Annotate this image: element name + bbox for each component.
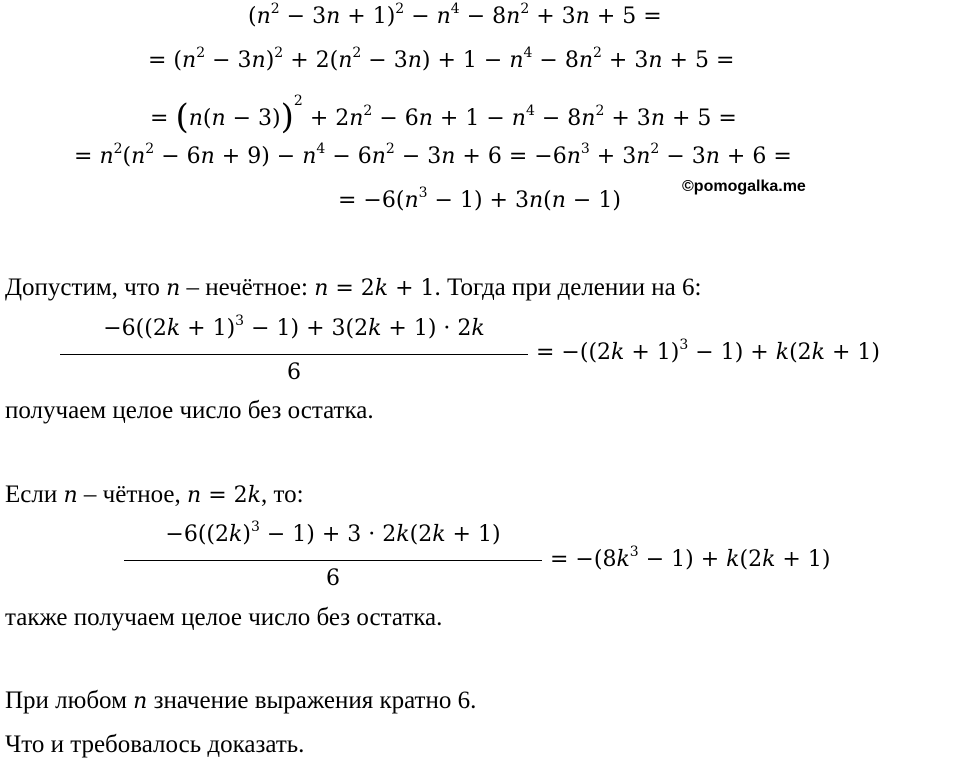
even-intro-formula: n = 2k (187, 483, 261, 508)
even-case-result: = $-(8k^3 - 1) + k(2k + 1)$ (550, 544, 831, 572)
even-intro-middle: – чётное, (77, 481, 188, 508)
derivation-line-2: = $(n^2 - 3n)^2 + 2(n^2 - 3n) + 1 - n^4 - 8n^2 + 3n + 5$ = (148, 45, 735, 73)
even-intro-before: Если (5, 481, 64, 508)
derivation-line-5: = $-6(n^3 - 1) + 3n(n - 1)$ (338, 185, 621, 213)
odd-fraction-denominator: 6 (287, 360, 301, 385)
qed-statement: Что и требовалось доказать. (5, 731, 305, 758)
odd-fraction-numerator: $-6((2k + 1)^3 - 1) + 3(2k + 1) \cdot 2k$ (103, 313, 485, 341)
even-case-fraction (124, 519, 542, 594)
watermark: ©pomogalka.me (682, 178, 806, 195)
odd-case-fraction (60, 313, 528, 388)
even-fraction-bar (124, 560, 542, 561)
odd-intro-formula: n = 2k + 1 (314, 276, 435, 301)
odd-intro-middle: – нечётное: (180, 274, 315, 301)
odd-case-conclusion: получаем целое число без остатка. (5, 397, 374, 424)
derivation-line-3: = $(n(n - 3))^2 + 2n^2 - 6n + 1 - n^4 - 8n^2 + 3n + 5$ = (150, 93, 737, 137)
even-intro-var: n (63, 483, 78, 508)
final-after: значение выражения кратно 6. (147, 687, 477, 714)
odd-case-intro (5, 275, 701, 300)
odd-fraction-bar (60, 354, 528, 355)
odd-intro-after: . Тогда при делении на 6: (434, 274, 702, 301)
odd-case-result: = $-((2k + 1)^3 - 1) + k(2k + 1)$ (536, 337, 880, 365)
even-fraction-denominator: 6 (326, 566, 340, 591)
odd-intro-before: Допустим, что (5, 274, 167, 301)
derivation-line-4: = $n^2(n^2 - 6n + 9) - n^4 - 6n^2 - 3n + 6 = -6n^3 + 3n^2 - 3n + 6$ = (74, 141, 792, 169)
final-before: При любом (5, 687, 134, 714)
even-case-intro (5, 482, 304, 507)
final-statement (5, 688, 476, 713)
even-fraction-numerator: $-6((2k)^3 - 1) + 3 \cdot 2k(2k + 1)$ (165, 519, 501, 547)
odd-intro-var: n (166, 276, 181, 301)
derivation-line-1: $(n^2 - 3n + 1)^2 - n^4 - 8n^2 + 3n + 5$ = (248, 1, 662, 29)
even-case-conclusion: также получаем целое число без остатка. (5, 604, 443, 631)
even-intro-after: , то: (260, 481, 304, 508)
final-var: n (133, 689, 148, 714)
